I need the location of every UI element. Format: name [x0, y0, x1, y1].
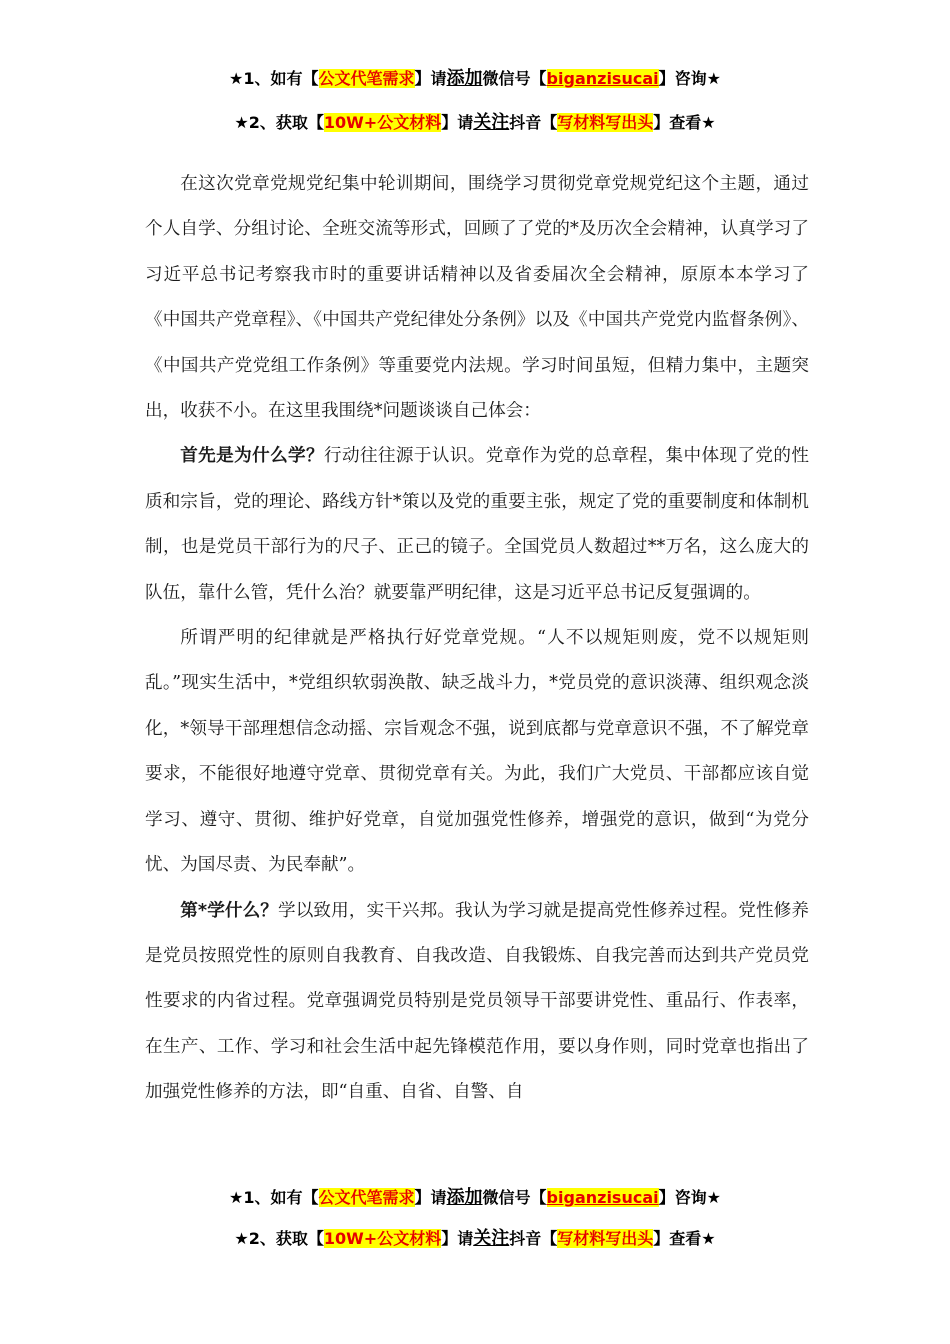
top-banner-line-1	[0, 68, 950, 90]
banner-text: 微信号【	[482, 69, 547, 88]
banner-text: 】咨询★	[658, 1188, 721, 1207]
banner-highlight-wechat: biganzisucai	[546, 69, 659, 88]
document-body	[145, 162, 809, 1116]
banner-emphasis: 添加	[446, 1187, 483, 1208]
paragraph-lead: 首先是为什么学？	[180, 446, 324, 467]
banner-emphasis: 关注	[473, 112, 510, 133]
banner-text: 】查看★	[653, 1229, 716, 1248]
paragraph-discipline: 所谓严明的纪律就是严格执行好党章党规。“人不以规矩则废，党不以规矩则乱。”现实生活中，*党组织软弱涣散、缺乏战斗力，*党员党的意识淡薄、组织观念淡化，*领导干部理想信念动摇、宗旨观念不强，说到底都与党章意识不强，不了解党章要求，不能很好地遵守党章、贯彻党章有关。为此，我们广大党员、干部都应该自觉学习、遵守、贯彻、维护好党章，自觉加强党性修养，增强党的意识，做到“为党分忧、为国尽责、为民奉献”。	[145, 628, 809, 876]
banner-text: ★2、获取【	[234, 113, 324, 132]
banner-text: 】请	[414, 1188, 447, 1207]
banner-text: 】请	[441, 1229, 474, 1248]
banner-highlight: 10W+公文材料	[323, 113, 442, 132]
bottom-banner-line-1	[0, 1187, 950, 1209]
banner-text: 抖音【	[509, 1229, 558, 1248]
banner-highlight: 公文代笔需求	[318, 69, 415, 88]
banner-emphasis: 添加	[446, 68, 483, 89]
banner-text: 】请	[414, 69, 447, 88]
banner-text: ★2、获取【	[234, 1229, 324, 1248]
paragraph-text: 学以致用，实干兴邦。我认为学习就是提高党性修养过程。党性修养是党员按照党性的原则自我教育、自我改造、自我锻炼、自我完善而达到共产党员党性要求的内省过程。党章强调党员特别是党员领导干部要讲党性、重品行、作表率，在生产、工作、学习和社会生活中起先锋模范作用，要以身作则，同时党章也指出了加强党性修养的方法，即“自重、自省、自警、自	[145, 900, 809, 1103]
banner-highlight: 10W+公文材料	[323, 1229, 442, 1248]
banner-text: ★1、如有【	[229, 1188, 319, 1207]
bottom-banner-line-2	[0, 1228, 950, 1250]
banner-text: ★1、如有【	[229, 69, 319, 88]
paragraph-why-learn	[145, 434, 809, 616]
paragraph-lead: 第*学什么？	[180, 900, 279, 921]
banner-text: 抖音【	[509, 113, 558, 132]
banner-highlight-douyin: 写材料写出头	[557, 1229, 654, 1248]
banner-highlight-douyin: 写材料写出头	[557, 113, 654, 132]
banner-text: 微信号【	[482, 1188, 547, 1207]
banner-text: 】查看★	[653, 113, 716, 132]
paragraph-intro: 在这次党章党规党纪集中轮训期间，围绕学习贯彻党章党规党纪这个主题，通过个人自学、分组讨论、全班交流等形式，回顾了了党的*及历次全会精神，认真学习了习近平总书记考察我市时的重要讲话精神以及省委届次全会精神，原原本本学习了《中国共产党章程》、《中国共产党纪律处分条例》以及《中国共产党党内监督条例》、《中国共产党党组工作条例》等重要党内法规。学习时间虽短，但精力集中，主题突出，收获不小。在这里我围绕*问题谈谈自己体会：	[145, 174, 809, 422]
paragraph-text: 行动往往源于认识。党章作为党的总章程，集中体现了党的性质和宗旨，党的理论、路线方针*策以及党的重要主张，规定了党的重要制度和体制机制，也是党员干部行为的尺子、正己的镜子。全国党员人数超过**万名，这么庞大的队伍，靠什么管，凭什么治？就要靠严明纪律，这是习近平总书记反复强调的。	[145, 446, 809, 603]
banner-emphasis: 关注	[473, 1228, 510, 1249]
banner-text: 】请	[441, 113, 474, 132]
banner-highlight-wechat: biganzisucai	[546, 1188, 659, 1207]
banner-text: 】咨询★	[658, 69, 721, 88]
top-banner-line-2	[0, 112, 950, 134]
banner-highlight: 公文代笔需求	[318, 1188, 415, 1207]
paragraph-what-learn	[145, 889, 809, 1116]
